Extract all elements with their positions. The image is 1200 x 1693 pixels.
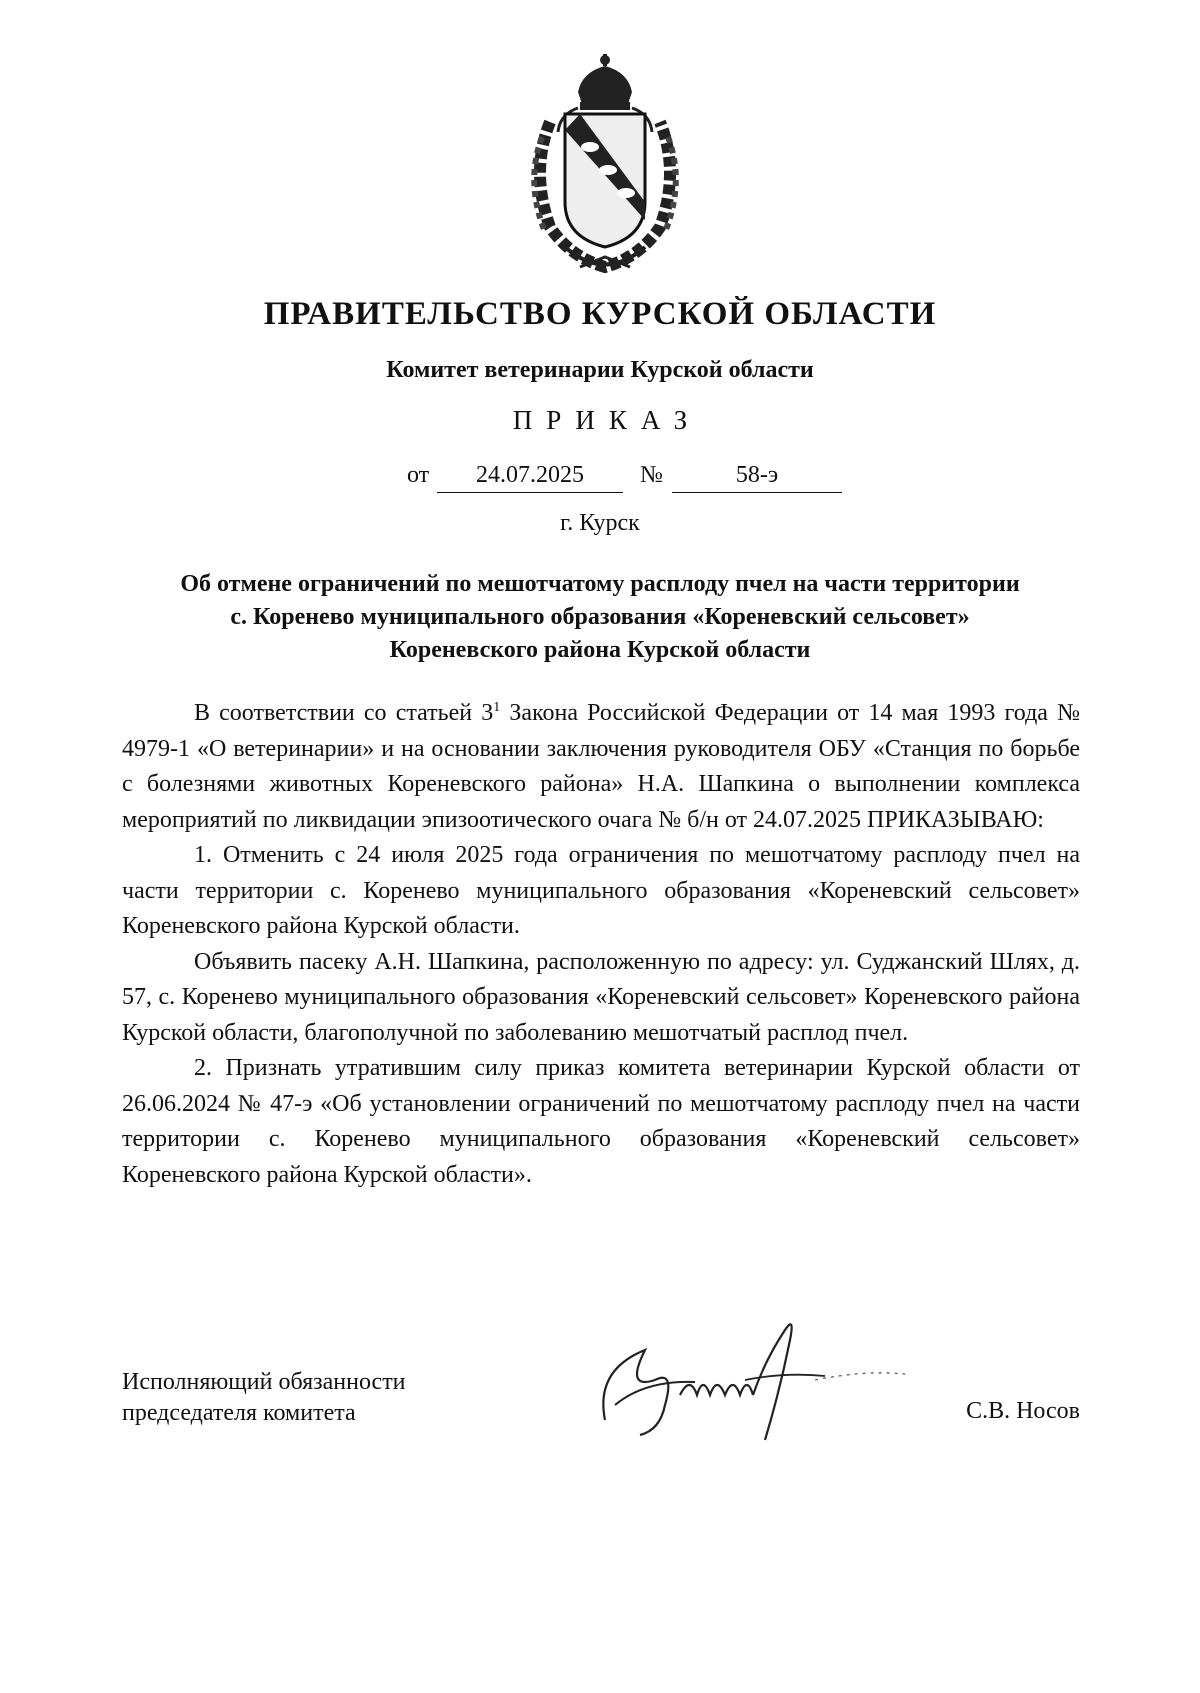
preamble-paragraph	[122, 696, 1080, 838]
order-body	[122, 696, 1080, 1193]
city: г. Курск	[560, 510, 640, 536]
preamble-text: В соответствии со статьей 3	[194, 700, 494, 726]
date-prefix: от	[407, 462, 430, 488]
order-number: 58-э	[672, 462, 842, 493]
signatory-position	[122, 1367, 406, 1429]
order-date: 24.07.2025	[437, 462, 623, 493]
order-title-line: Об отмене ограничений по мешотчатому расплоду пчел на части территории	[180, 571, 1020, 597]
signer-name: С.В. Носов	[966, 1398, 1080, 1424]
position-line: Исполняющий обязанности	[122, 1369, 406, 1395]
order-title-line: Кореневского района Курской области	[389, 637, 811, 663]
clause-1-apiary-paragraph: Объявить пасеку А.Н. Шапкина, расположенную по адресу: ул. Суджанский Шлях, д. 57, с. Коренево муниципального образования «Кореневский сельсовет» Кореневского района Курской области, благополучной по заболеванию мешотчатый расплод пчел.	[122, 948, 1080, 1046]
clause-2-paragraph: 2. Признать утратившим силу приказ комитета ветеринарии Курской области от 26.06.2024 № 47-э «Об установлении ограничений по мешотчатому расплоду пчел на части территории с. Коренево муниципального образования «Кореневский сельсовет» Кореневского района Курской области».	[122, 1055, 1080, 1188]
committee-name: Комитет ветеринарии Курской области	[386, 357, 814, 383]
position-line: председателя комитета	[122, 1400, 356, 1426]
order-title	[120, 568, 1080, 667]
government-title: ПРАВИТЕЛЬСТВО КУРСКОЙ ОБЛАСТИ	[263, 296, 937, 332]
clause-1-paragraph: 1. Отменить с 24 июля 2025 года ограничения по мешотчатому расплоду пчел на части территории с. Коренево муниципального образования «Кореневский сельсовет» Кореневского района Курской области.	[122, 842, 1080, 939]
number-sign: №	[640, 462, 663, 488]
document-type: ПРИКАЗ	[512, 405, 702, 435]
coat-of-arms-icon	[520, 52, 690, 282]
preamble-text-cont: Закона Российской Федерации от 14 мая 1993 года № 4979-1 «О ветеринарии» и на основании заключения руководителя ОБУ «Станция по борьбе с болезнями животных Кореневского района» Н.А. Шапкина о выполнении комплекса мероприятий по ликвидации эпизоотического очага № б/н от 24.07.2025 ПРИКАЗЫВАЮ:	[122, 700, 1080, 833]
article-superscript: 1	[493, 700, 501, 715]
handwritten-signature	[585, 1310, 985, 1450]
order-title-line: с. Коренево муниципального образования «Кореневский сельсовет»	[230, 604, 970, 630]
